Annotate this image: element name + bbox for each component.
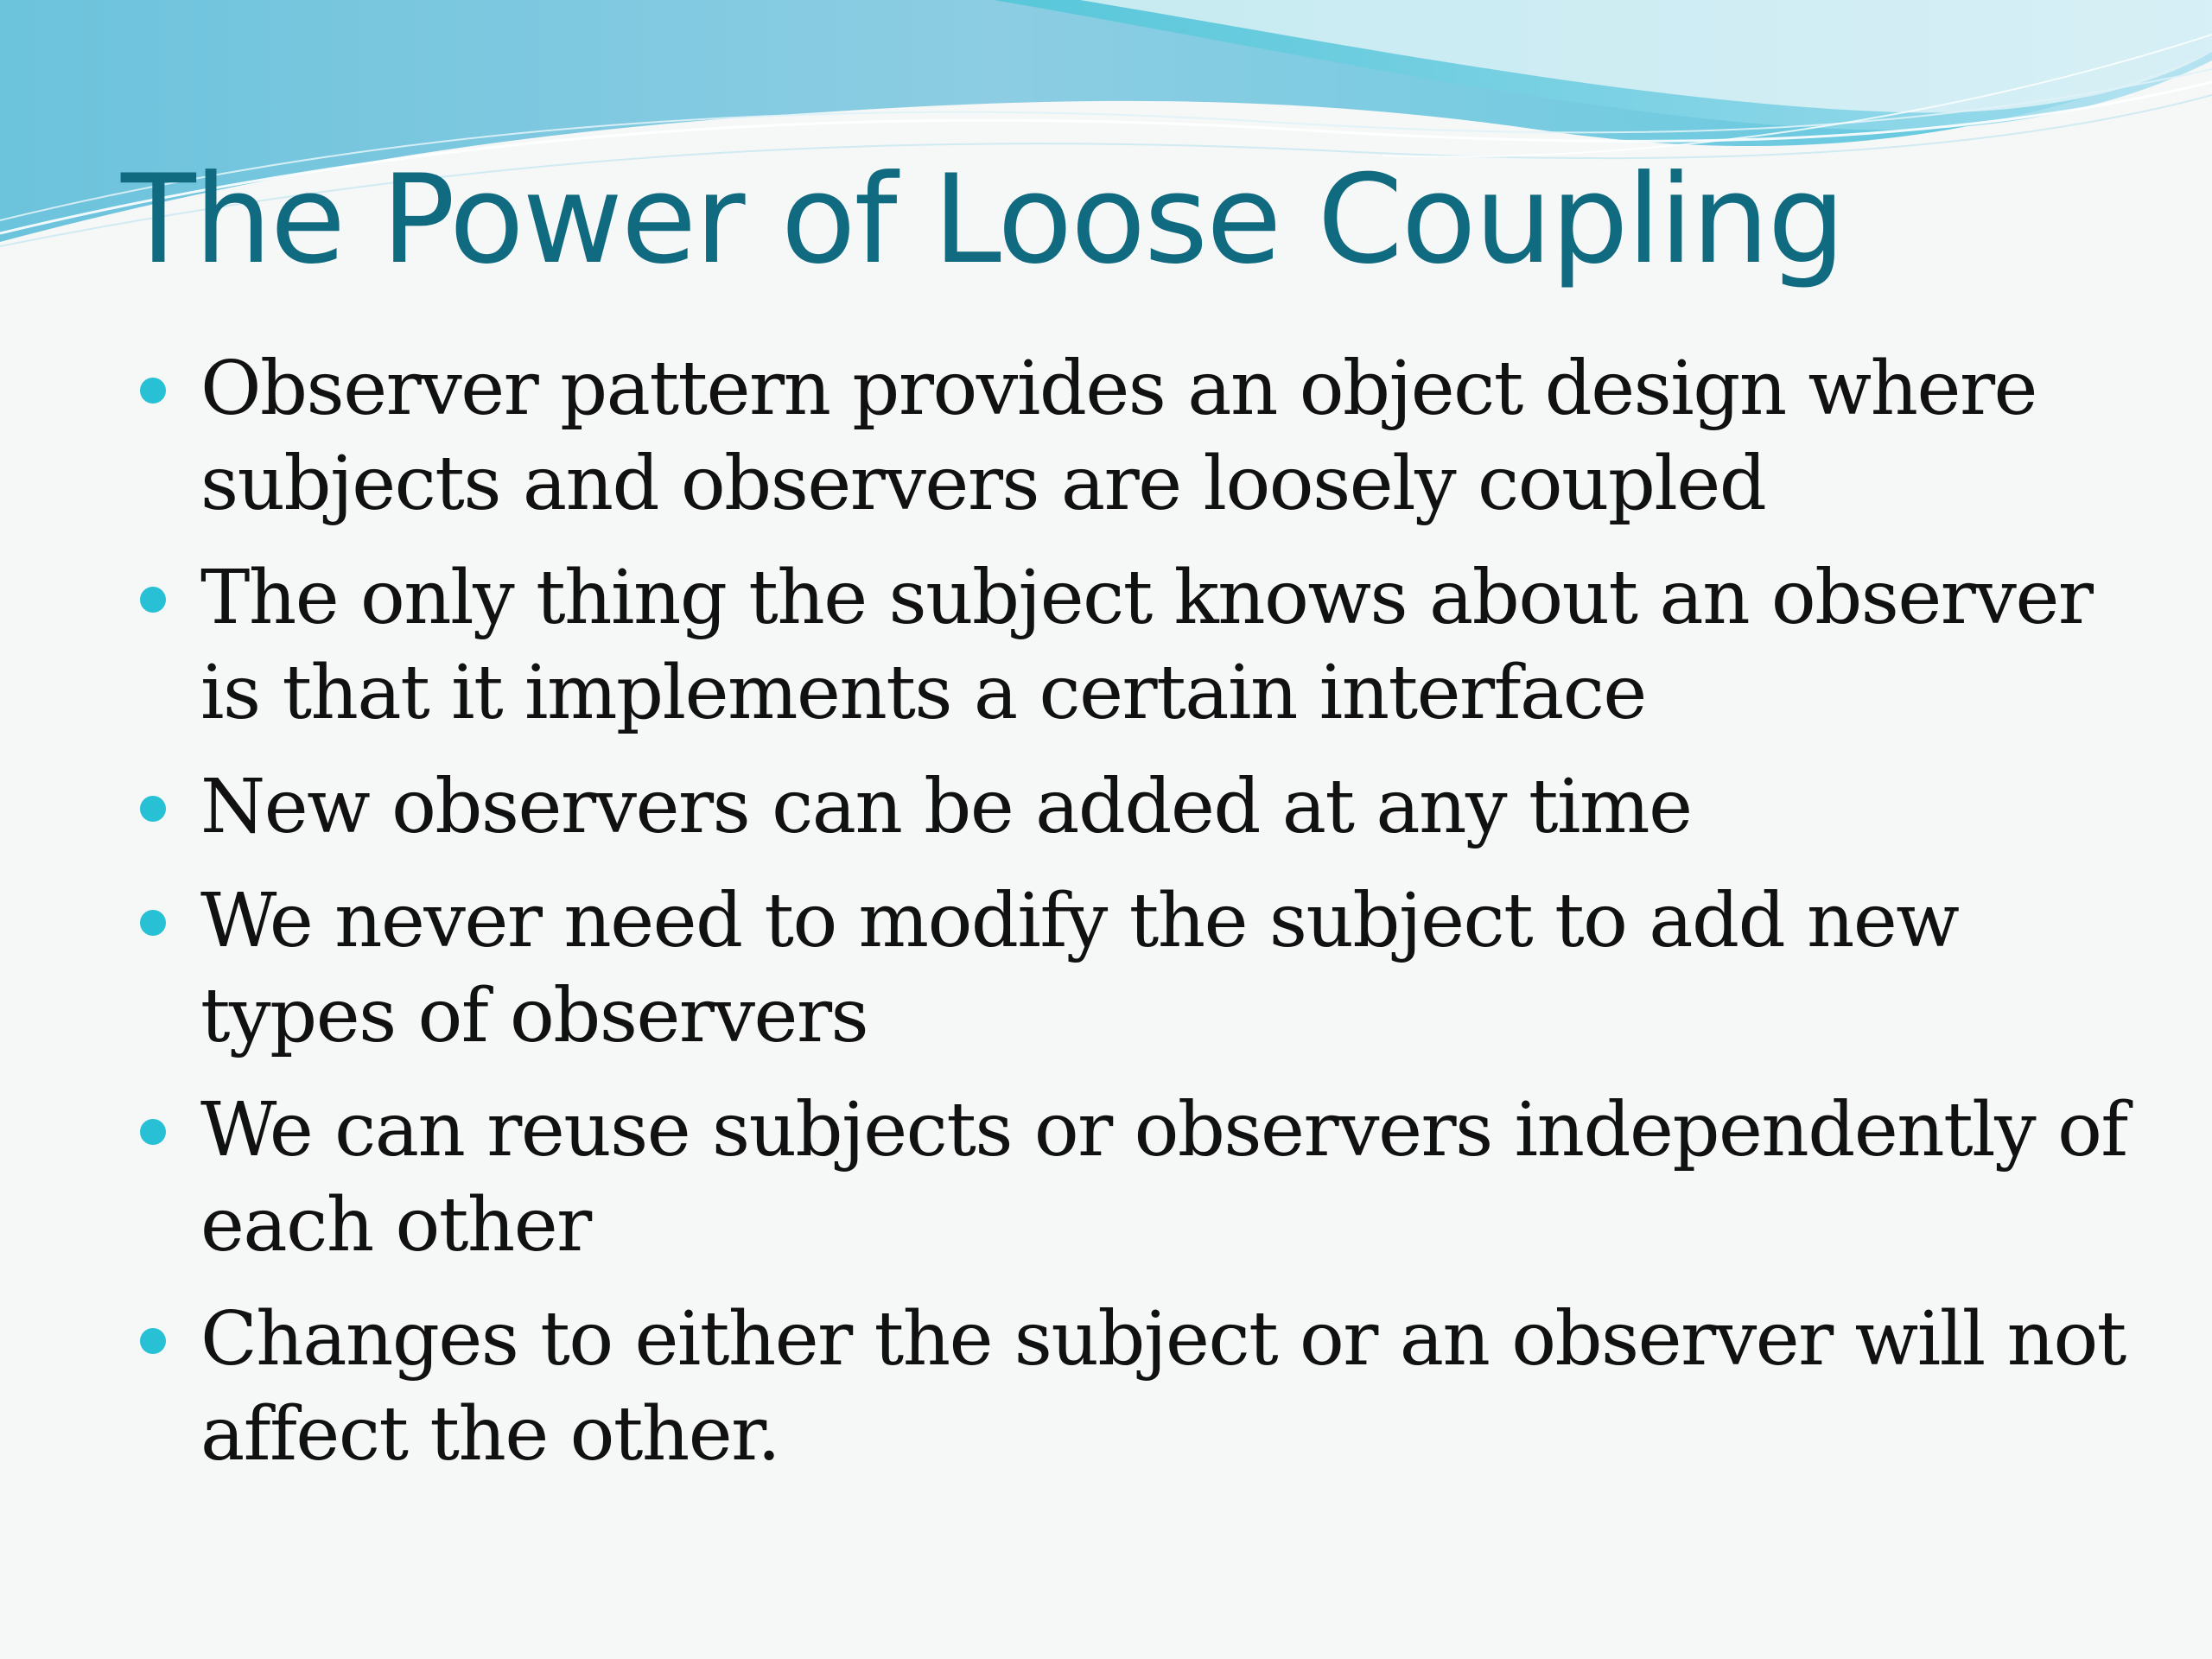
bullet-dot-icon — [140, 1328, 166, 1354]
bullet-text: New observers can be added at any time — [200, 764, 1692, 850]
slide-title: The Power of Loose Coupling — [121, 149, 1844, 291]
bullet-list — [140, 341, 2127, 1501]
bullet-text: The only thing the subject knows about an observer is that it implements a certain interface — [200, 555, 2093, 736]
bullet-item — [140, 1292, 2127, 1482]
bullet-item — [140, 550, 2127, 741]
bullet-text: Observer pattern provides an object design where subjects and observers are loosely coupled — [200, 346, 2037, 527]
bullet-item — [140, 874, 2127, 1064]
bullet-dot-icon — [140, 796, 166, 822]
bullet-dot-icon — [140, 378, 166, 404]
bullet-item — [140, 1083, 2127, 1273]
bullet-dot-icon — [140, 1119, 166, 1145]
bullet-text: We can reuse subjects or observers independently of each other — [200, 1087, 2127, 1268]
bullet-dot-icon — [140, 587, 166, 613]
bullet-item — [140, 760, 2127, 855]
bullet-item — [140, 341, 2127, 531]
bullet-dot-icon — [140, 910, 166, 936]
bullet-text: We never need to modify the subject to add new types of observers — [200, 878, 1959, 1059]
bullet-text: Changes to either the subject or an observer will not affect the other. — [200, 1296, 2126, 1478]
